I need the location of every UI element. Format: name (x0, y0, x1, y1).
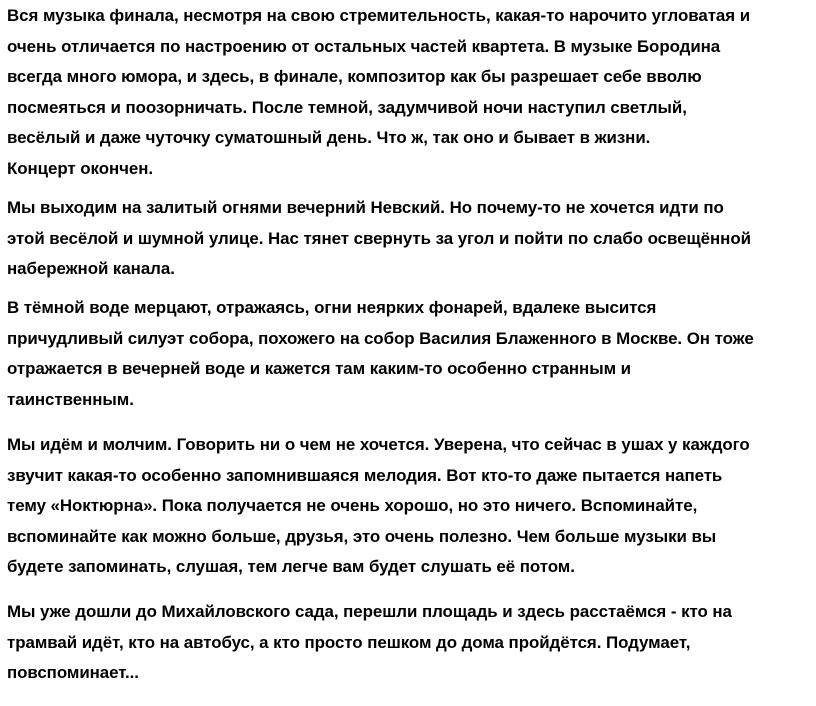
text-line: В тёмной воде мерцают, отражаясь, огни неярких фонарей, вдалеке высится (7, 298, 657, 317)
paragraph-silence (7, 430, 750, 583)
text-line: Вся музыка финала, несмотря на свою стремительность, какая-то нарочито угловатая и (7, 6, 751, 25)
text-line: весёлый и даже чуточку суматошный день. Что ж, так оно и бывает в жизни. (7, 128, 651, 147)
text-line: повспоминает... (7, 663, 139, 682)
text-line: очень отличается по настроению от остальных частей квартета. В музыке Бородина (7, 36, 721, 56)
text-line: будете запоминать, слушая, тем легче вам будет слушать её потом. (7, 557, 575, 576)
text-line: набережной канала. (7, 259, 175, 278)
text-line: посмеяться и поозорничать. После темной, задумчивой ночи наступил светлый, (7, 97, 687, 117)
text-line: звучит какая-то особенно запомнившаяся мелодия. Вот кто-то даже пытается напеть (7, 465, 723, 485)
text-line: всегда много юмора, и здесь, в финале, композитор как бы разрешает себе вволю (7, 67, 702, 86)
paragraph-farewell (7, 597, 732, 689)
text-line: этой весёлой и шумной улице. Нас тянет свернуть за угол и пойти по слабо освещённой (7, 228, 751, 248)
text-line: Мы выходим на залитый огнями вечерний Невский. Но почему-то не хочется идти по (7, 198, 724, 217)
text-line: тему «Ноктюрна». Пока получается не очень хорошо, но это ничего. Вспоминайте, (7, 496, 698, 515)
text-line: причудливый силуэт собора, похожего на собор Василия Блаженного в Москве. Он тоже (7, 328, 754, 348)
text-line: отражается в вечерней воде и кажется там каким-то особенно странным и (7, 359, 632, 378)
text-line: таинственным. (7, 389, 134, 409)
text-line: вспоминайте как можно больше, друзья, это очень полезно. Чем больше музыки вы (7, 526, 717, 546)
text-line: Концерт окончен. (7, 158, 154, 178)
text-line: Мы уже дошли до Михайловского сада, перешли площадь и здесь расстаёмся - кто на (7, 602, 732, 621)
paragraph-dark-water (7, 293, 754, 415)
text-line: Мы идём и молчим. Говорить ни о чем не хочется. Уверена, что сейчас в ушах у каждого (7, 435, 750, 454)
paragraph-nevsky (7, 193, 751, 285)
paragraph-finale (7, 1, 750, 184)
text-line: трамвай идёт, кто на автобус, а кто просто пешком до дома пройдётся. Подумает, (7, 632, 691, 652)
